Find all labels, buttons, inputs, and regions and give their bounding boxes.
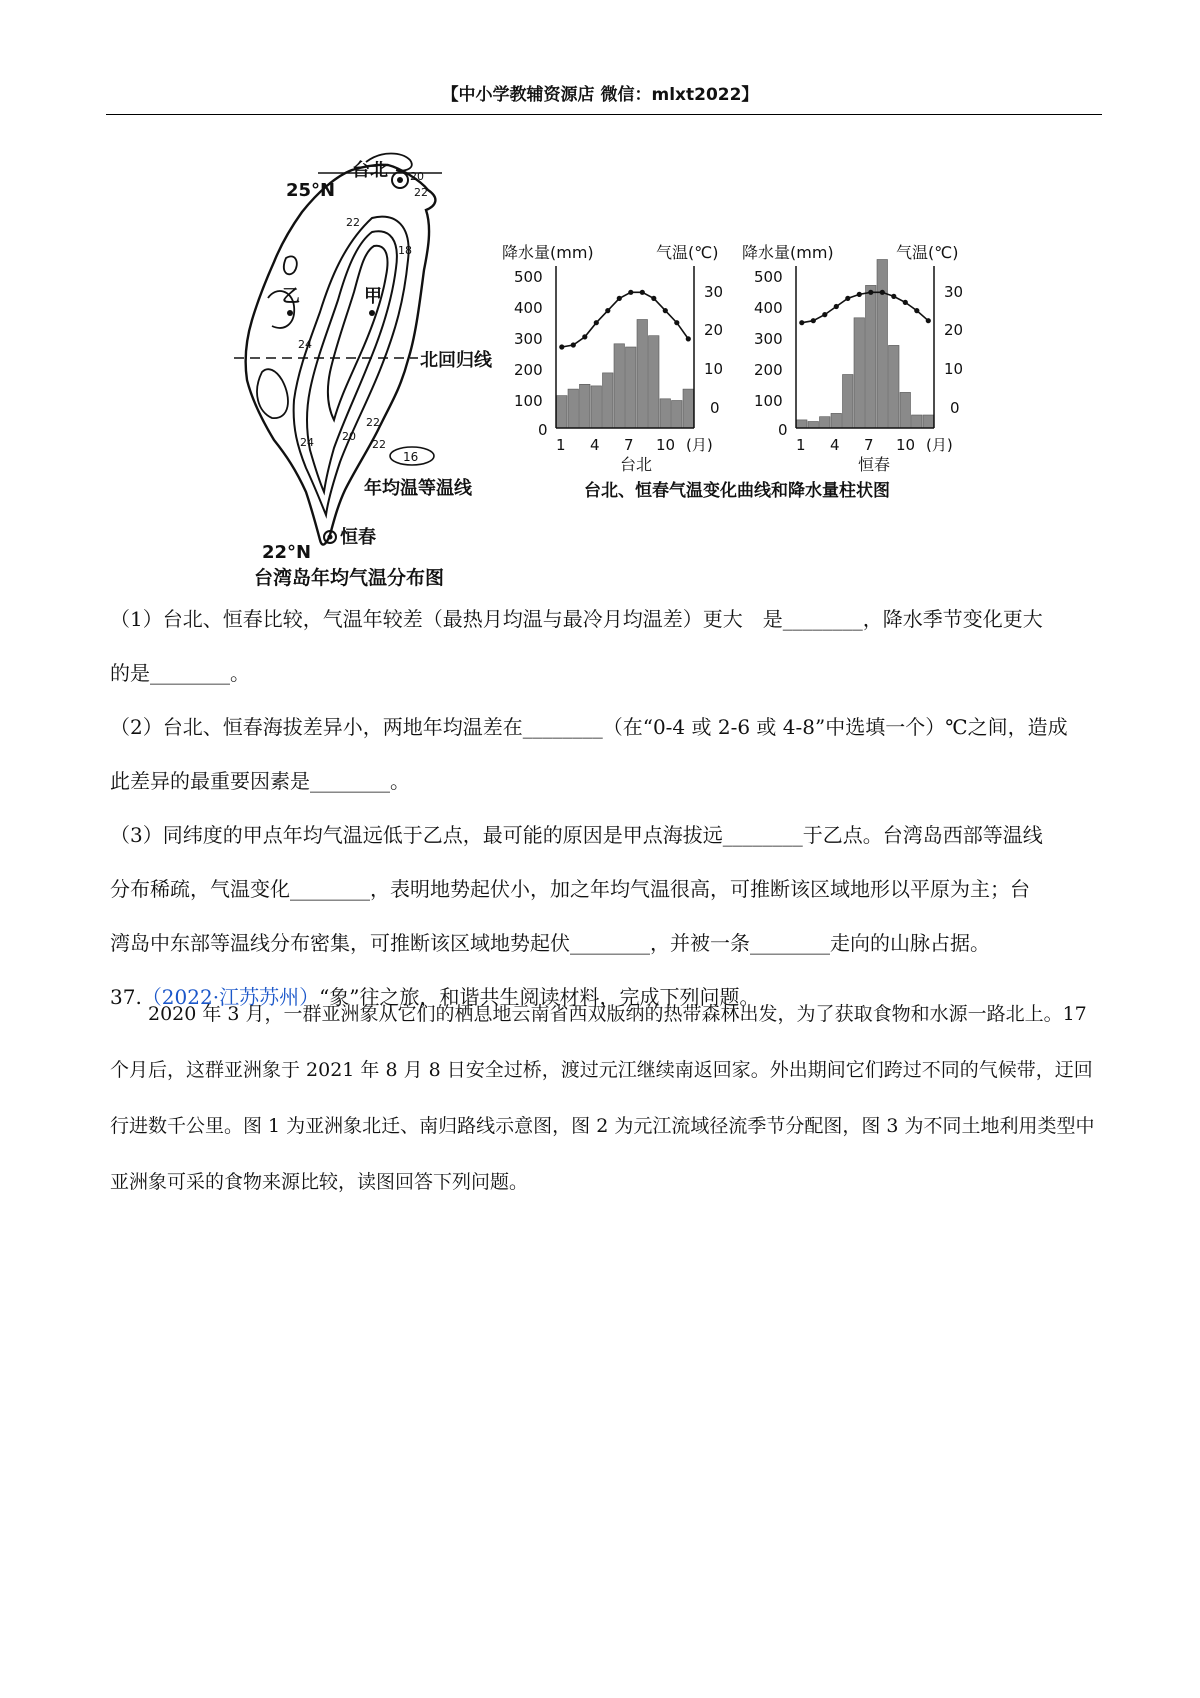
precip-bar (923, 415, 934, 428)
precip-bar (649, 336, 660, 428)
tick-label: 10 (656, 436, 676, 454)
precip-bar (889, 345, 900, 428)
tick-label: 0 (778, 421, 788, 439)
question-number: 37. (110, 985, 142, 1009)
temp-curve (559, 290, 691, 350)
precip-bar (820, 417, 831, 428)
city-taipei-label: 台北 (352, 160, 388, 181)
temp-point (903, 300, 908, 305)
tick-label: 30 (704, 283, 724, 301)
point-yi-label: 乙 (282, 286, 300, 307)
temp-line (802, 292, 929, 322)
isotherm-value: 22 (414, 186, 428, 199)
point-yi-marker (287, 310, 293, 316)
temp-point (891, 294, 896, 299)
tick-label: 300 (514, 330, 543, 348)
isotherm-value: 20 (342, 430, 356, 443)
tick-label: 1 (556, 436, 566, 454)
isotherm-value: 20 (410, 170, 424, 183)
question-3-line-2: 分布稀疏，气温变化________，表明地势起伏小，加之年均气温很高，可推断该区域地形以平原为主；台 (110, 877, 1030, 901)
tick-label: 1 (796, 436, 806, 454)
precip-bar (626, 347, 637, 428)
tick-label: 7 (864, 436, 874, 454)
temp-point (811, 318, 816, 323)
question-block (110, 592, 1100, 1024)
question-3-line-3: 湾岛中东部等温线分布密集，可推断该区域地势起伏________，并被一条________走向的山脉占据。 (110, 931, 990, 955)
temp-point (651, 296, 656, 301)
legend-isotherm-value: 16 (403, 450, 419, 464)
chart-title-taipei: 台北 (620, 455, 653, 474)
temp-point (926, 318, 931, 323)
temp-point (605, 308, 610, 313)
right-axis-title: 气温(℃) (896, 243, 959, 262)
precip-bar (900, 392, 911, 428)
tick-label: 4 (830, 436, 840, 454)
temp-line (562, 292, 689, 347)
tick-label: 10 (896, 436, 916, 454)
temp-point (857, 292, 862, 297)
temp-point (834, 304, 839, 309)
temp-point (799, 320, 804, 325)
x-ticks (796, 436, 953, 454)
reading-material: 2020 年 3 月，一群亚洲象从它们的栖息地云南省西双版纳的热带森林出发，为了获取食物和水源一路北上。17 个月后，这群亚洲象于 2021 年 8 月 8 日安全过桥，渡过元江继续南返回家。外出期间它们跨过不同的气候带，迂回行进数千公里。图 1 为亚洲象北迁、南归路线示意图，图 2 为元江流域径流季节分配图，图 3 为不同土地利用类型中亚洲象可采的食物来源比较，读图回答下列问题。 (110, 1003, 1095, 1193)
hengchun-marker-dot (328, 535, 333, 540)
x-ticks (556, 436, 713, 454)
isotherm-value: 24 (300, 436, 314, 449)
precip-bar (660, 399, 671, 428)
temp-point (845, 296, 850, 301)
temp-point (686, 336, 691, 341)
precip-bar (912, 415, 923, 428)
taiwan-map (234, 154, 493, 590)
left-ticks (514, 268, 548, 439)
question-2-line-2: 此差异的最重要因素是________。 (110, 769, 410, 793)
tick-label: 0 (538, 421, 548, 439)
precip-bar (843, 375, 854, 429)
precip-bar (603, 373, 614, 428)
temp-point (582, 334, 587, 339)
isotherm-value: 22 (366, 416, 380, 429)
temp-curve (799, 290, 931, 326)
precip-bar (672, 401, 683, 429)
left-axis-title: 降水量(mm) (502, 243, 594, 262)
map-caption: 台湾岛年均气温分布图 (254, 567, 445, 589)
tick-label: 20 (704, 321, 724, 339)
point-jia-label: 甲 (364, 286, 382, 307)
precip-bar (637, 320, 648, 429)
precip-bar (854, 318, 865, 428)
question-2-line-1: （2）台北、恒春海拔差异小，两地年均温差在________（在“0-4 或 2-6 或 4-8”中选填一个）℃之间，造成 (110, 715, 1068, 739)
tick-label: 300 (754, 330, 783, 348)
left-ticks (754, 268, 788, 439)
tick-label: 7 (624, 436, 634, 454)
isotherm-value: 18 (398, 244, 412, 257)
temp-point (628, 290, 633, 295)
precip-bar (866, 285, 877, 428)
temp-point (880, 290, 885, 295)
precip-bars (557, 320, 694, 429)
tick-label: 200 (754, 361, 783, 379)
chart-title-hengchun: 恒春 (858, 455, 891, 474)
tick-label: 500 (754, 268, 783, 286)
right-axis-title: 气温(℃) (656, 243, 719, 262)
temp-point (914, 308, 919, 313)
temp-point (868, 290, 873, 295)
right-ticks (944, 283, 963, 417)
question-source: （2022·江苏苏州） (141, 985, 320, 1009)
climate-charts (502, 243, 963, 501)
point-jia-marker (369, 310, 375, 316)
isotherm-inner (328, 246, 388, 420)
isotherm-value: 22 (346, 216, 360, 229)
tick-label: (月) (926, 436, 953, 454)
tick-label: 0 (950, 399, 960, 417)
city-hengchun-label: 恒春 (340, 527, 376, 548)
precip-bar (877, 260, 888, 429)
tick-label: 4 (590, 436, 600, 454)
tick-label: 100 (514, 392, 543, 410)
tick-label: 400 (754, 299, 783, 317)
isotherm-west-small (284, 256, 297, 274)
charts-caption: 台北、恒春气温变化曲线和降水量柱状图 (584, 481, 890, 501)
temp-point (559, 344, 564, 349)
temp-point (640, 290, 645, 295)
tick-label: 500 (514, 268, 543, 286)
page-header: 【中小学教辅资源店 微信：mlxt2022】 (441, 85, 759, 105)
temp-point (674, 320, 679, 325)
question-3-line-1: （3）同纬度的甲点年均气温远低于乙点，最可能的原因是甲点海拔远________于乙点。台湾岛西部等温线 (110, 823, 1043, 847)
legend-isotherm-label: 年均温等温线 (364, 478, 472, 499)
precip-bar (614, 344, 625, 428)
tick-label: 400 (514, 299, 543, 317)
lat25-label: 25°N (286, 180, 336, 201)
precip-bar (580, 384, 591, 428)
isotherm-southwest (257, 369, 288, 418)
isotherm-value: 24 (298, 338, 312, 351)
tick-label: 10 (944, 360, 964, 378)
precip-bar (683, 389, 694, 428)
tick-label: 30 (944, 283, 964, 301)
isotherm-value: 22 (372, 438, 386, 451)
temp-point (571, 342, 576, 347)
question-1-line-1: （1）台北、恒春比较，气温年较差（最热月均温与最冷月均温差）更大 是________，降水季节变化更大 (110, 607, 1043, 631)
taipei-marker-dot (397, 177, 403, 183)
temp-point (822, 312, 827, 317)
precip-bar (591, 386, 602, 428)
tick-label: 10 (704, 360, 724, 378)
left-axis-title: 降水量(mm) (742, 243, 834, 262)
tick-label: 0 (710, 399, 720, 417)
tick-label: 200 (514, 361, 543, 379)
lat22-label: 22°N (262, 542, 312, 563)
temp-point (617, 296, 622, 301)
question-stem: “象”往之旅，和谐共生阅读材料，完成下列问题。 (319, 985, 760, 1009)
tropic-label: 北回归线 (420, 350, 492, 371)
temp-point (594, 320, 599, 325)
precip-bar (568, 389, 579, 428)
right-ticks (704, 283, 723, 417)
precip-bar (808, 422, 819, 429)
temp-point (663, 308, 668, 313)
tick-label: 20 (944, 321, 964, 339)
precip-bar (557, 396, 568, 428)
precip-bars (797, 260, 934, 429)
tick-label: 100 (754, 392, 783, 410)
precip-bar (797, 420, 808, 428)
chart-taipei (502, 243, 723, 474)
question-1-line-2: 的是________。 (110, 661, 250, 685)
tick-label: (月) (686, 436, 713, 454)
precip-bar (831, 413, 842, 428)
chart-hengchun (742, 243, 963, 474)
